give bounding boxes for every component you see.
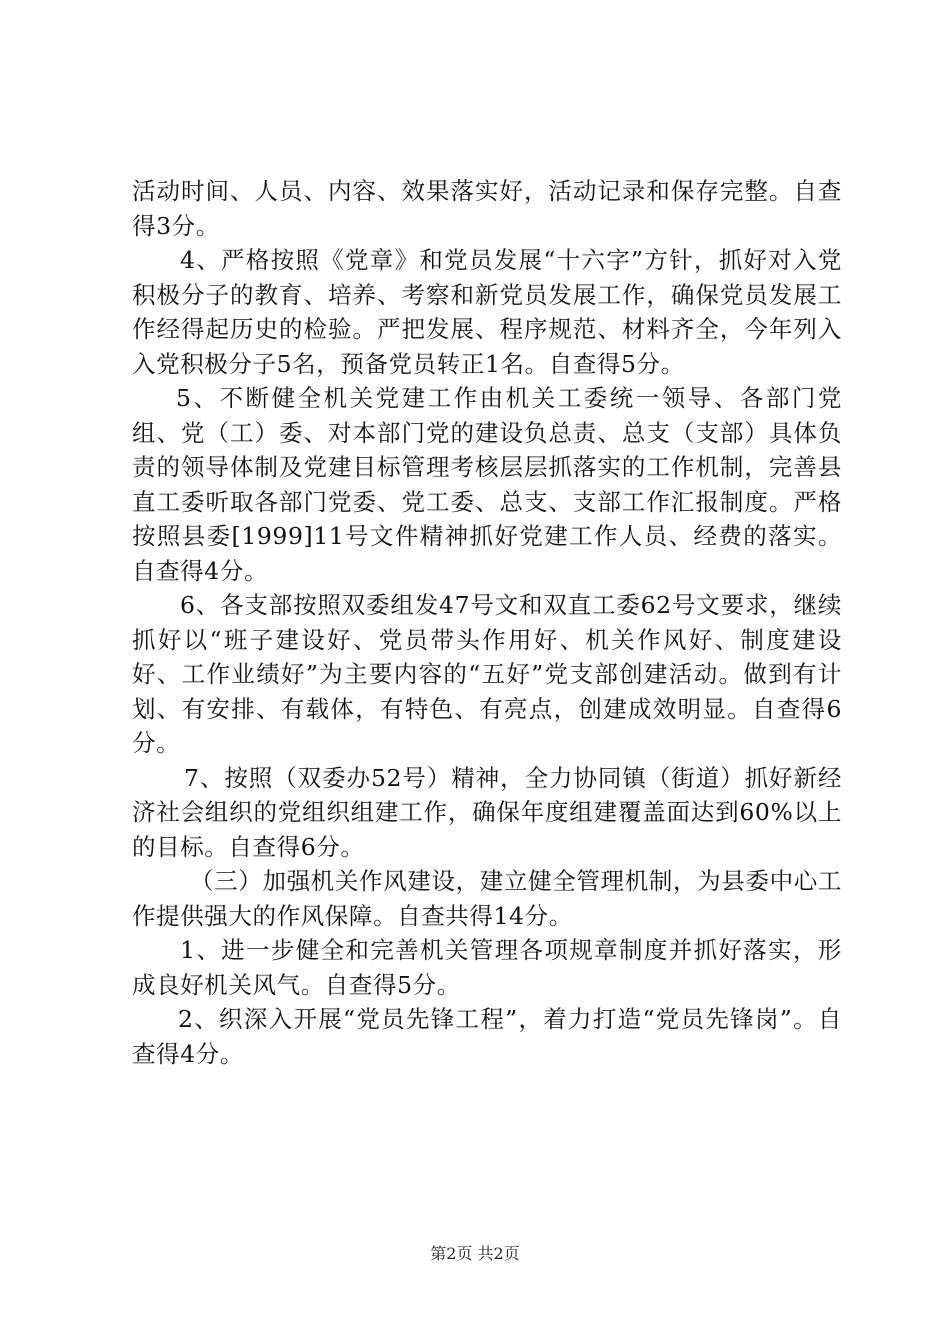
- paragraph-continuation: 活动时间、人员、内容、效果落实好，活动记录和保存完整。自查得3分。: [132, 177, 842, 240]
- page-footer: 第2页 共2页: [430, 1244, 520, 1263]
- paragraph-item-5: 5、不断健全机关党建工作由机关工委统一领导、各部门党组、党（工）委、对本部门党的建设负总责、总支（支部）具体负责的领导体制及党建目标管理考核层层抓落实的工作机制，完善县直工委听取各部门党委、党工委、总支、支部工作汇报制度。严格按照县委[1999]11号文件精神抓好党建工作人员、经费的落实。自查得4分。: [132, 384, 842, 585]
- section-heading-3: （三）加强机关作风建设，建立健全管理机制，为县委中心工作提供强大的作风保障。自查共得14分。: [132, 867, 842, 930]
- paragraph-subitem-2: 2、织深入开展“党员先锋工程”，着力打造“党员先锋岗”。自查得4分。: [132, 1005, 842, 1068]
- paragraph-item-4: 4、严格按照《党章》和党员发展“十六字”方针，抓好对入党积极分子的教育、培养、考察和新党员发展工作，确保党员发展工作经得起历史的检验。严把发展、程序规范、材料齐全，今年列入入党积极分子5名，预备党员转正1名。自查得5分。: [132, 246, 842, 378]
- document-body: [132, 174, 842, 1071]
- paragraph-item-7: 7、按照（双委办52号）精神，全力协同镇（街道）抓好新经济社会组织的党组织组建工作，确保年度组建覆盖面达到60%以上的目标。自查得6分。: [132, 763, 842, 861]
- paragraph-item-6: 6、各支部按照双委组发47号文和双直工委62号文要求，继续抓好以“班子建设好、党员带头作用好、机关作风好、制度建设好、工作业绩好”为主要内容的“五好”党支部创建活动。做到有计划、有安排、有载体，有特色、有亮点，创建成效明显。自查得6分。: [132, 591, 842, 757]
- paragraph-subitem-1: 1、进一步健全和完善机关管理各项规章制度并抓好落实，形成良好机关风气。自查得5分。: [132, 936, 842, 999]
